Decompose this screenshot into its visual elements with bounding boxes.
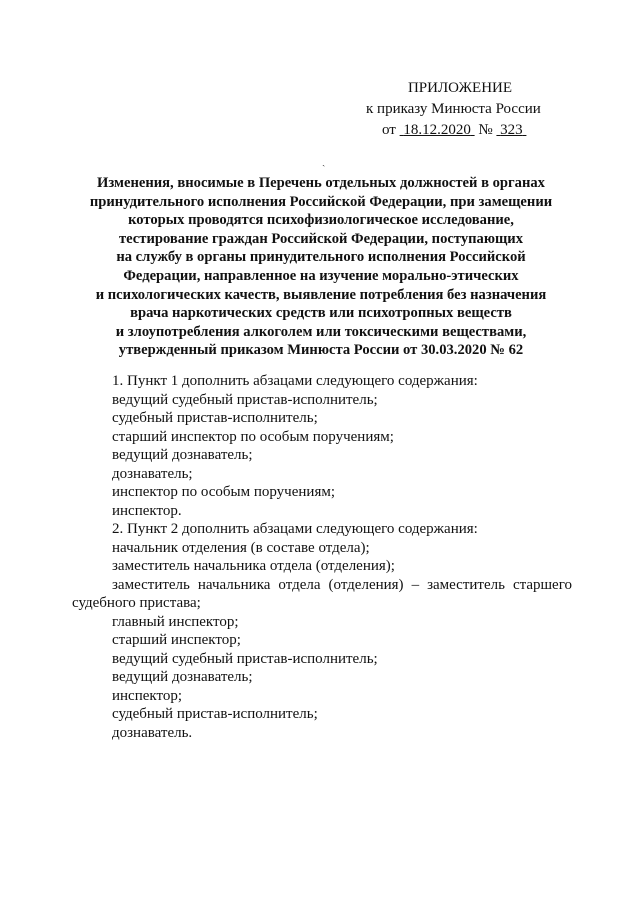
- order-number: 323: [500, 122, 523, 138]
- list-item: судебный пристав-исполнитель;: [112, 410, 318, 426]
- appendix-block: [360, 78, 560, 141]
- list-item: инспектор;: [112, 687, 183, 704]
- list-item: дознаватель;: [112, 465, 193, 482]
- word: заместитель: [427, 576, 505, 593]
- heading-line: врача наркотических средств или психотропных веществ: [130, 305, 512, 322]
- word: –: [411, 576, 420, 593]
- word: старшего: [512, 576, 572, 593]
- list-item: судебный пристав-исполнитель;: [112, 706, 318, 722]
- list-item: старший инспектор по особым поручениям;: [112, 428, 394, 445]
- heading-line: и психологических качеств, выявление потребления без назначения: [95, 286, 547, 303]
- heading-line: Изменения, вносимые в Перечень отдельных должностей в органах: [97, 175, 545, 191]
- list-item: ведущий судебный пристав-исполнитель;: [112, 391, 378, 408]
- heading-line: принудительного исполнения Российской Федерации, при замещении: [89, 193, 553, 210]
- order-reference: [382, 120, 560, 141]
- order-number-prefix: №: [478, 122, 493, 138]
- word: отдела: [278, 576, 321, 593]
- list-item-continuation: судебного пристава;: [72, 595, 201, 611]
- list-item: старший инспектор;: [112, 632, 241, 648]
- heading-line: утвержденный приказом Минюста России от 30.03.2020 № 62: [118, 342, 524, 359]
- list-item: инспектор.: [112, 502, 182, 519]
- heading-line: Федерации, направленное на изучение морально-этических: [123, 267, 519, 284]
- list-item: ведущий дознаватель;: [112, 447, 253, 463]
- list-item: ведущий дознаватель;: [112, 669, 253, 685]
- list-item: инспектор по особым поручениям;: [112, 484, 336, 500]
- heading-line: которых проводятся психофизиологическое исследование,: [128, 212, 514, 229]
- list-item: заместитель начальника отдела (отделения);: [112, 558, 395, 574]
- word: начальника: [197, 576, 271, 593]
- heading-line: на службу в органы принудительного исполнения Российской: [116, 249, 526, 266]
- list-item: главный инспектор;: [112, 613, 239, 630]
- heading-line: и злоупотребления алкоголем или токсическими веществами,: [115, 323, 527, 340]
- pen-mark: ˏ: [322, 156, 326, 167]
- list-item: начальник отделения (в составе отдела);: [112, 539, 370, 556]
- justified-line: [72, 576, 572, 595]
- document-heading: [64, 174, 578, 360]
- heading-line: тестирование граждан Российской Федерации, поступающих: [118, 230, 524, 247]
- document-body: [72, 372, 572, 742]
- list-item: ведущий судебный пристав-исполнитель;: [112, 650, 378, 667]
- word: (отделения): [328, 576, 404, 593]
- word: заместитель: [112, 576, 190, 593]
- order-from-prefix: от: [382, 122, 396, 138]
- item1-intro: 1. Пункт 1 дополнить абзацами следующего содержания:: [112, 373, 478, 389]
- order-date: 18.12.2020: [403, 122, 471, 138]
- list-item: дознаватель.: [112, 724, 193, 741]
- appendix-subtitle: к приказу Минюста России: [366, 101, 541, 117]
- appendix-title: ПРИЛОЖЕНИЕ: [407, 80, 513, 96]
- item2-intro: 2. Пункт 2 дополнить абзацами следующего содержания:: [112, 521, 478, 537]
